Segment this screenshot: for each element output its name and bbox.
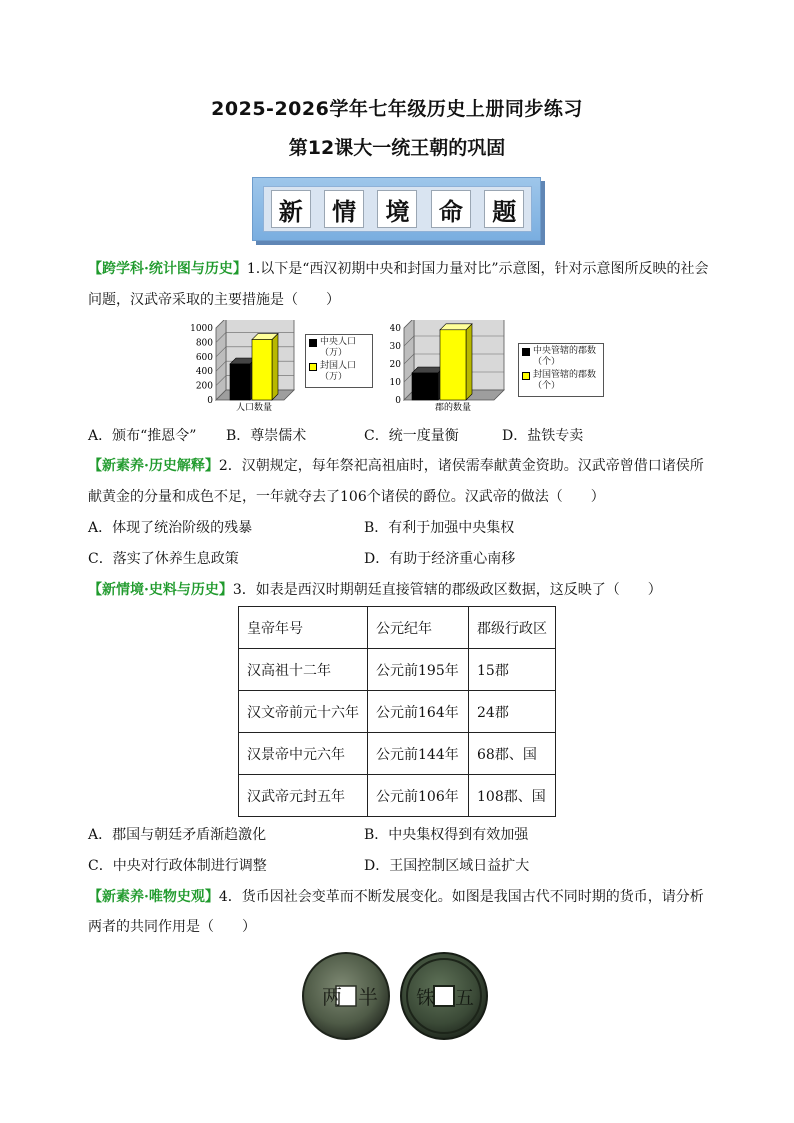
- q2-option-b[interactable]: B．有利于加强中央集权: [364, 520, 515, 536]
- legend-item: [522, 370, 600, 392]
- table-cell: 公元前106年: [368, 775, 469, 817]
- q3-option-a[interactable]: A．郡国与朝廷矛盾渐趋激化: [88, 827, 267, 843]
- banner-char: 题: [484, 190, 524, 228]
- table-row: [239, 733, 556, 775]
- q3-option-d[interactable]: D．王国控制区域日益扩大: [364, 858, 530, 874]
- bar: [412, 373, 438, 400]
- ancient-coins-image: [300, 950, 490, 1042]
- table-cell: 公元前144年: [368, 733, 469, 775]
- coin-char: 半: [358, 985, 378, 1009]
- banner: [252, 177, 541, 241]
- q2-line1: [88, 456, 718, 476]
- legend-swatch: [522, 372, 530, 380]
- legend-swatch: [522, 348, 530, 356]
- coin-char: 五: [455, 987, 475, 1009]
- banner-char: 新: [271, 190, 311, 228]
- q4-text: 4．货币因社会变革而不断发展变化。如图是我国古代不同时期的货币，请分析: [218, 889, 704, 905]
- table-row: [239, 775, 556, 817]
- table-cell: 汉文帝前元十六年: [239, 691, 368, 733]
- legend-label: 中央管辖的郡数（个）: [533, 346, 597, 367]
- q1-line2: 问题，汉武帝采取的主要措施是（ ）: [88, 292, 340, 308]
- q1-option-a[interactable]: A．颁布“推恩令”: [88, 428, 197, 444]
- table-cell: 汉景帝中元六年: [239, 733, 368, 775]
- y-tick-label: 600: [195, 352, 213, 363]
- table-cell: 24郡: [469, 691, 556, 733]
- y-tick-label: 200: [195, 381, 213, 392]
- legend-label: 封国管辖的郡数（个）: [533, 370, 597, 391]
- bar-top: [440, 324, 472, 330]
- y-tick-label: 10: [390, 378, 401, 388]
- banner-char: 命: [431, 190, 471, 228]
- bar-top: [412, 367, 444, 373]
- banner-inner: [263, 186, 532, 232]
- coin-char: 两: [322, 985, 342, 1009]
- commandery-chart: [390, 320, 520, 414]
- table-header-cell: 公元纪年: [368, 607, 469, 649]
- table-cell: 汉武帝元封五年: [239, 775, 368, 817]
- q1-line1: [88, 259, 718, 279]
- bar: [252, 340, 272, 400]
- coin-char: 铢: [416, 987, 436, 1009]
- table-cell: 108郡、国: [469, 775, 556, 817]
- q1-text: 1.以下是“西汉初期中央和封国力量对比”示意图，针对示意图所反映的社会: [246, 261, 709, 277]
- commandery-legend: [518, 343, 604, 397]
- q2-text: 2．汉朝规定，每年祭祀高祖庙时，诸侯需奉献黄金资助。汉武帝曾借口诸侯所: [218, 458, 704, 474]
- legend-swatch: [309, 339, 317, 347]
- q2-option-c[interactable]: C．落实了休养生息政策: [88, 551, 239, 567]
- q2-line2: 献黄金的分量和成色不足，一年就夺去了106个诸侯的爵位。汉武帝的做法（ ）: [88, 489, 605, 505]
- population-legend: [305, 334, 373, 388]
- banliang-coin: [303, 953, 389, 1039]
- q1-option-c[interactable]: C．统一度量衡: [364, 428, 459, 444]
- bar: [230, 364, 250, 400]
- table-cell: 公元前164年: [368, 691, 469, 733]
- table-header-cell: 郡级行政区: [469, 607, 556, 649]
- q3-line1: [88, 580, 718, 600]
- banner-char: 境: [377, 190, 417, 228]
- table-header-cell: 皇帝年号: [239, 607, 368, 649]
- table-cell: 汉高祖十二年: [239, 649, 368, 691]
- bar: [440, 330, 466, 400]
- q4-line1: [88, 887, 718, 907]
- q3-tag: 【新情境·史料与历史】: [88, 582, 233, 598]
- legend-item: [309, 361, 369, 383]
- table-cell: 公元前195年: [368, 649, 469, 691]
- q3-text: 3．如表是西汉时期朝廷直接管辖的郡级政区数据，这反映了（ ）: [232, 582, 662, 598]
- y-tick-label: 20: [390, 360, 401, 370]
- wuzhu-coin: [401, 953, 487, 1039]
- legend-label: 封国人口（万）: [320, 361, 357, 382]
- q3-option-b[interactable]: B．中央集权得到有效加强: [364, 827, 529, 843]
- y-tick-label: 800: [195, 338, 213, 349]
- q1-option-d[interactable]: D．盐铁专卖: [502, 428, 584, 444]
- q2-option-a[interactable]: A．体现了统治阶级的残暴: [88, 520, 253, 536]
- lesson-title: 第12课大一统王朝的巩固: [288, 137, 506, 159]
- legend-swatch: [309, 363, 317, 371]
- y-tick-label: 30: [390, 342, 401, 352]
- q2-option-d[interactable]: D．有助于经济重心南移: [364, 551, 516, 567]
- legend-item: [522, 346, 600, 368]
- commandery-chart-svg: [390, 320, 520, 414]
- table-cell: 15郡: [469, 649, 556, 691]
- table-cell: 68郡、国: [469, 733, 556, 775]
- q3-option-c[interactable]: C．中央对行政体制进行调整: [88, 858, 267, 874]
- q1-tag: 【跨学科·统计图与历史】: [88, 261, 247, 277]
- q1-option-b[interactable]: B．尊崇儒术: [226, 428, 307, 444]
- table-header-row: [239, 607, 556, 649]
- q4-line2: 两者的共同作用是（ ）: [88, 919, 256, 935]
- worksheet-title: 2025-2026学年七年级历史上册同步练习: [211, 98, 583, 120]
- bar-side: [466, 324, 472, 400]
- q4-tag: 【新素养·唯物史观】: [88, 889, 219, 905]
- bar-side: [272, 334, 278, 400]
- legend-label: 中央人口（万）: [320, 337, 357, 358]
- y-tick-label: 1000: [190, 324, 213, 334]
- q2-tag: 【新素养·历史解释】: [88, 458, 219, 474]
- table-row: [239, 649, 556, 691]
- x-axis-label: 郡的数量: [434, 403, 472, 413]
- legend-item: [309, 337, 369, 359]
- y-tick-label: 0: [395, 396, 401, 406]
- y-tick-label: 400: [195, 367, 213, 378]
- table-row: [239, 691, 556, 733]
- chart-side-wall: [216, 320, 226, 400]
- x-axis-label: 人口数量: [235, 403, 273, 413]
- y-tick-label: 0: [207, 396, 213, 406]
- y-tick-label: 40: [390, 324, 401, 334]
- commandery-table: [238, 606, 556, 817]
- banner-char: 情: [324, 190, 364, 228]
